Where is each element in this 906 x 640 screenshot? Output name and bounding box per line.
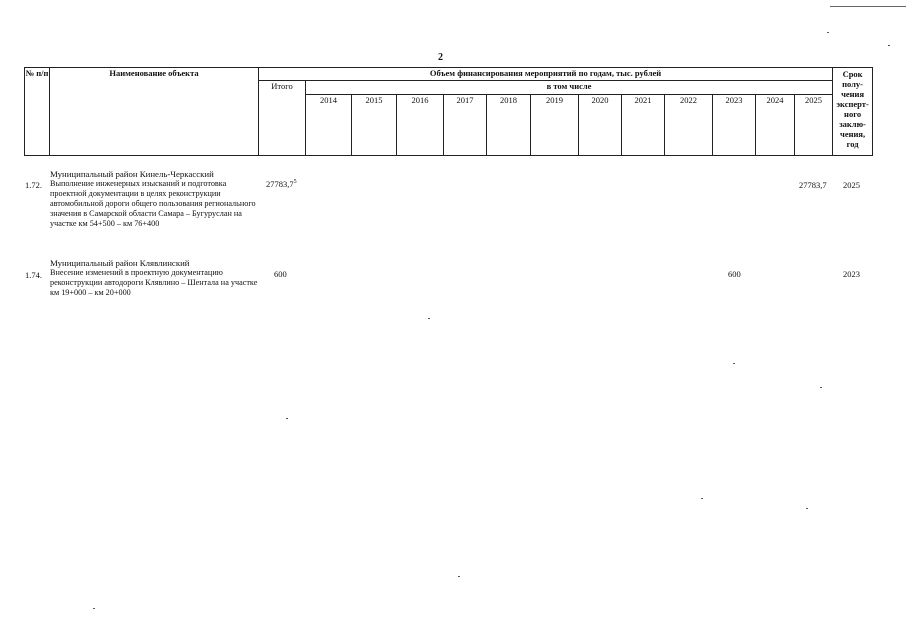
row-total: 600 — [274, 269, 287, 279]
scan-speck — [888, 45, 890, 46]
header-year: 2016 — [397, 95, 444, 156]
scan-speck — [806, 508, 808, 509]
page-number: 2 — [438, 52, 443, 63]
scan-speck — [820, 387, 822, 388]
header-year: 2017 — [444, 95, 487, 156]
header-total: Итого — [259, 81, 306, 156]
header-number: № п/п — [25, 68, 50, 156]
row-district: Муниципальный район Клявлинский — [50, 258, 190, 268]
row-description: Выполнение инженерных изысканий и подготовка проектной документации в целях реконструкции автомобильной дороги общего пользования регионального значения в Самарской области Самара – Бугуруслан на участке км 54+500 – км 76+400 — [50, 179, 256, 228]
header-year: 2021 — [622, 95, 665, 156]
row-number: 1.74. — [25, 270, 42, 280]
header-term: Срок полу- чения эксперт- ного заклю- чения, год — [833, 68, 873, 156]
row-description: Внесение изменений в проектную документацию реконструкции автодороги Клявлино – Шентала на участке км 19+000 – км 20+000 — [50, 268, 258, 297]
header-year: 2022 — [665, 95, 713, 156]
header-year: 2018 — [487, 95, 531, 156]
header-year: 2023 — [713, 95, 756, 156]
row-description-block — [50, 258, 260, 298]
scan-speck — [286, 418, 288, 419]
header-year: 2024 — [756, 95, 795, 156]
row-number: 1.72. — [25, 180, 42, 190]
header-including: в том числе — [306, 81, 833, 95]
row-year-value: 27783,7 — [799, 180, 827, 190]
header-year: 2014 — [306, 95, 352, 156]
header-table — [24, 67, 873, 156]
row-term: 2023 — [843, 269, 860, 279]
header-year: 2025 — [795, 95, 833, 156]
header-object-name: Наименование объекта — [50, 68, 259, 156]
scan-speck — [733, 363, 735, 364]
scan-speck — [93, 608, 95, 609]
header-year: 2015 — [352, 95, 397, 156]
row-district: Муниципальный район Кинель-Черкасский — [50, 169, 214, 179]
scan-speck — [827, 32, 829, 33]
scan-speck — [458, 576, 460, 577]
row-year-value: 600 — [728, 269, 741, 279]
header-funding: Объем финансирования мероприятий по годам, тыс. рублей — [259, 68, 833, 81]
row-total: 27783,7$^5$ — [266, 179, 297, 189]
row-description-block — [50, 169, 262, 229]
scan-speck — [428, 318, 430, 319]
row-term: 2025 — [843, 180, 860, 190]
footnote-mark: 5 — [293, 179, 297, 185]
header-year: 2020 — [579, 95, 622, 156]
scan-speck — [701, 498, 703, 499]
scan-edge-line — [830, 6, 906, 7]
header-year: 2019 — [531, 95, 579, 156]
